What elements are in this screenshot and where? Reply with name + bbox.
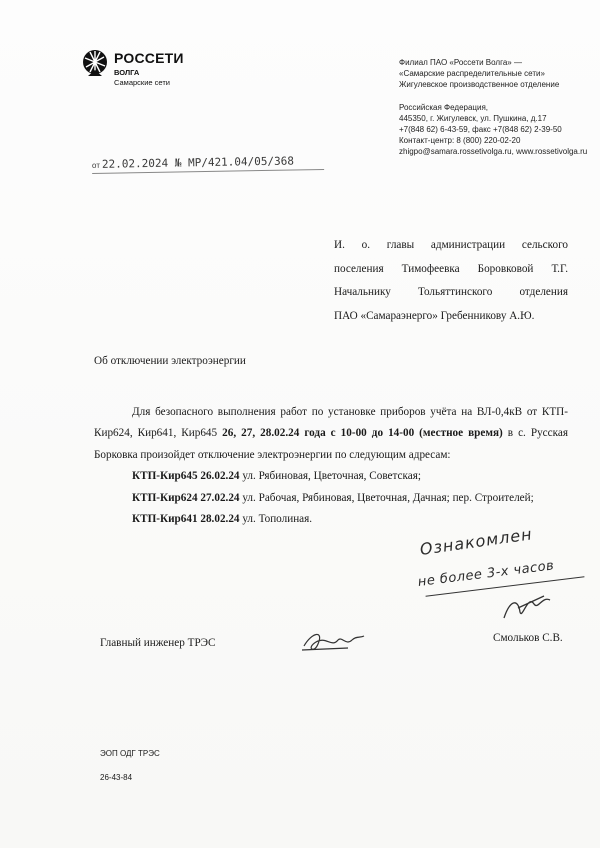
sender-phone: +7(848 62) 6-43-59, факс +7(848 62) 2-39-50 [399,124,562,134]
outage-address-item: КТП-Кир624 27.02.24 ул. Рабочая, Рябиновая, Цветочная, Дачная; пер. Строителей; [132,491,534,504]
ref-prefix: от [91,160,101,170]
addressee-line: И. о. главы администрации сельского [334,239,568,251]
rosseti-emblem-icon [82,48,112,82]
sender-line: Филиал ПАО «Россети Волга» — [399,58,522,67]
signatory-name: Смольков С.В. [493,632,563,644]
outgoing-reference [92,154,294,171]
handwritten-note: не более 3-х часов [417,558,556,590]
sender-line: «Самарские распределительные сети» [399,68,545,78]
sender-country: Российская Федерация, [399,103,489,113]
letter-subject: Об отключении электроэнергии [94,355,246,367]
executor-department: ЭОП ОДГ ТРЭС [100,749,160,758]
outage-schedule: 26, 27, 28.02.24 года с 10-00 до 14-00 (местное время) [222,427,503,440]
sender-address: 445350, г. Жигулевск, ул. Пушкина, д.17 [399,114,547,124]
acknowledgement-signature [500,590,560,626]
sender-block [399,58,599,157]
addressee-line: ПАО «Самараэнерго» Гребенникову А.Ю. [334,309,535,322]
logo-region: ВОЛГА [114,68,140,77]
logo-brand: РОССЕТИ [114,50,184,66]
outage-address-item: КТП-Кир641 28.02.24 ул. Тополиная. [132,513,313,526]
addressee-line: поселения Тимофеевка Боровковой Т.Г. [334,262,568,275]
signatory-role: Главный инженер ТРЭС [100,637,216,649]
addressee-block [334,234,568,328]
logo-subtitle: Самарские сети [114,78,170,87]
addressee-line: Начальнику Тольяттинского отделения [334,286,568,299]
company-logo [82,48,282,108]
sender-email: zhigpo@samara.rossetivolga.ru, www.rossetivolga.ru [399,146,588,156]
ref-number: 22.02.2024 № МР/421.04/05/368 [101,154,295,171]
sender-contact-center: Контакт-центр: 8 (800) 220-02-20 [399,135,521,145]
executor-phone: 26-43-84 [100,773,133,782]
sender-line: Жигулевское производственное отделение [399,79,560,89]
official-signature [298,624,368,658]
body-paragraph: Для безопасного выполнения работ по установке приборов учёта на ВЛ-0,4кВ от КТП-Кир624, Кир641, Кир645 26, 27, 28.02.24 года с 10-00 до 14-00 (местное время) в с. Русская Борковка произойдет отключение электроэнергии по следующим адресам: [94,406,568,461]
handwritten-acknowledgement: Ознакомлен [418,524,534,559]
outage-address-item: КТП-Кир645 26.02.24 ул. Рябиновая, Цветочная, Советская; [132,470,421,483]
letter-body [94,402,568,530]
